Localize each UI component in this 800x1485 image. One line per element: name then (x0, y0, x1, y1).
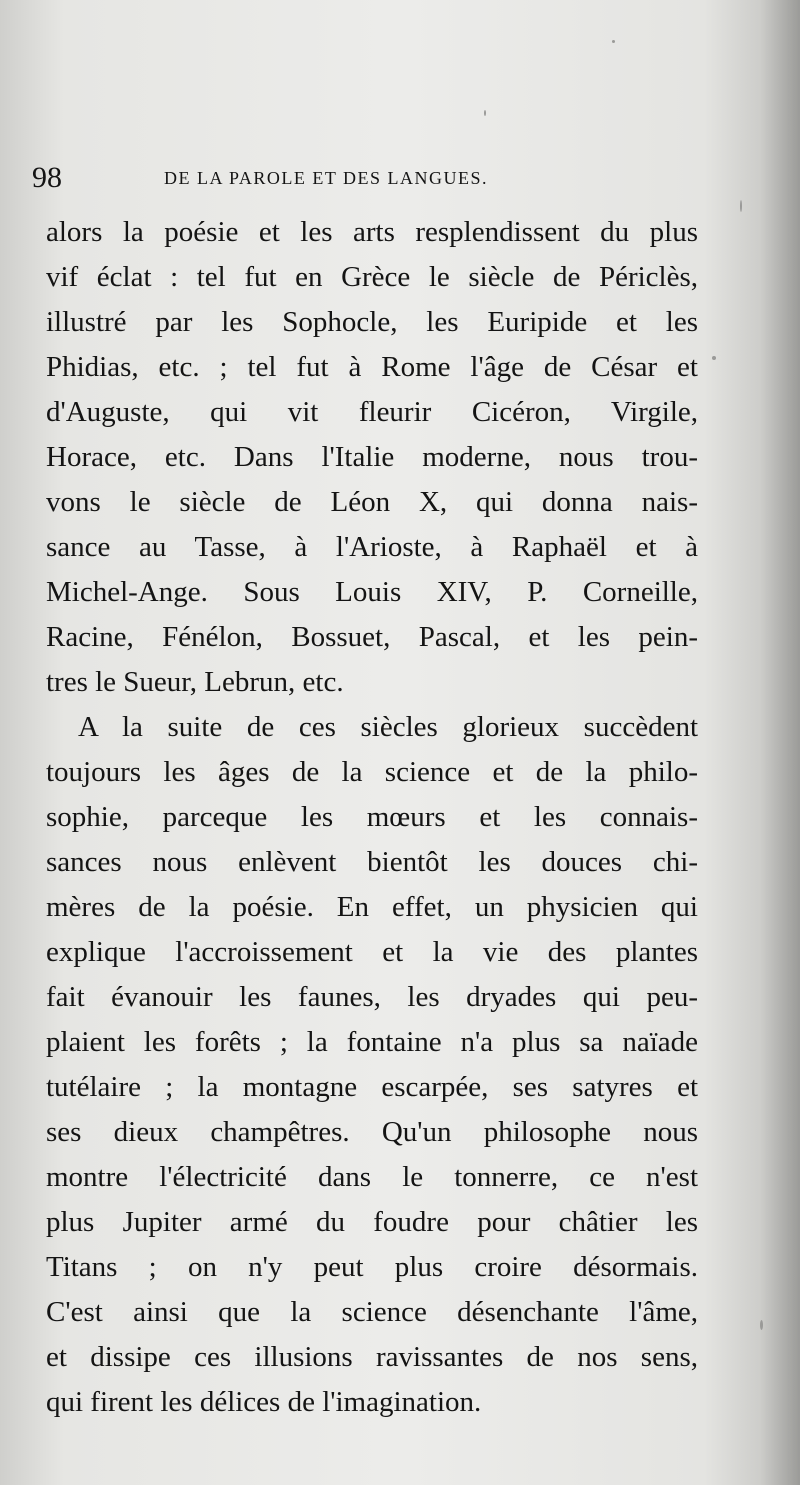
text-line: Horace, etc. Dans l'Italie moderne, nous trou- (46, 441, 698, 473)
text-line: plus Jupiter armé du foudre pour châtier les (46, 1206, 698, 1238)
text-line: illustré par les Sophocle, les Euripide et les (46, 306, 698, 338)
text-line: Racine, Fénélon, Bossuet, Pascal, et les pein- (46, 621, 698, 653)
paragraph-1 (46, 210, 698, 705)
text-line: C'est ainsi que la science désenchante l'âme, (46, 1296, 698, 1328)
text-line: Titans ; on n'y peut plus croire désormais. (46, 1251, 698, 1283)
page-number: 98 (32, 161, 62, 194)
page-header (32, 158, 592, 198)
text-line: sances nous enlèvent bientôt les douces chi- (46, 846, 698, 878)
text-line: qui firent les délices de l'imagination. (46, 1386, 482, 1418)
text-line: Phidias, etc. ; tel fut à Rome l'âge de César et (46, 351, 698, 383)
text-line: A la suite de ces siècles glorieux succèdent (78, 711, 698, 743)
text-line: sance au Tasse, à l'Arioste, à Raphaël et à (46, 531, 698, 563)
text-line: sophie, parceque les mœurs et les connais- (46, 801, 698, 833)
text-line: tutélaire ; la montagne escarpée, ses satyres et (46, 1071, 698, 1103)
text-line: alors la poésie et les arts resplendissent du plus (46, 216, 698, 248)
text-line: d'Auguste, qui vit fleurir Cicéron, Virgile, (46, 396, 698, 428)
text-line: mères de la poésie. En effet, un physicien qui (46, 891, 698, 923)
paragraph-2 (46, 705, 698, 1425)
text-line: montre l'électricité dans le tonnerre, ce n'est (46, 1161, 698, 1193)
text-line: plaient les forêts ; la fontaine n'a plus sa naïade (46, 1026, 698, 1058)
text-line: Michel-Ange. Sous Louis XIV, P. Corneille, (46, 576, 698, 608)
paper-speck (712, 356, 716, 360)
page-edge-shadow (760, 0, 800, 1485)
text-line: explique l'accroissement et la vie des plantes (46, 936, 698, 968)
paper-speck (760, 1320, 763, 1330)
text-line: toujours les âges de la science et de la philo- (46, 756, 698, 788)
running-head: DE LA PAROLE ET DES LANGUES. (164, 168, 489, 188)
text-line: fait évanouir les faunes, les dryades qui peu- (46, 981, 698, 1013)
paper-speck (740, 200, 742, 212)
text-line: tres le Sueur, Lebrun, etc. (46, 666, 344, 698)
text-line: ses dieux champêtres. Qu'un philosophe nous (46, 1116, 698, 1148)
text-line: vons le siècle de Léon X, qui donna nais- (46, 486, 698, 518)
text-line: vif éclat : tel fut en Grèce le siècle de Périclès, (46, 261, 698, 293)
text-line: et dissipe ces illusions ravissantes de nos sens, (46, 1341, 698, 1373)
paper-speck (612, 40, 615, 43)
body-text (46, 210, 698, 1425)
paper-speck (484, 110, 486, 116)
